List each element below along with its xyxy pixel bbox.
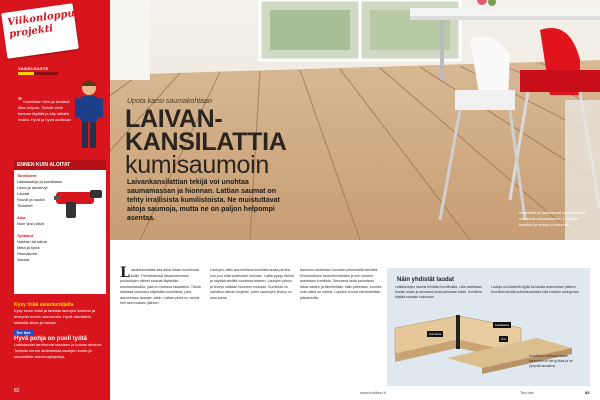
tool2-item: Hiomakone <box>17 251 38 256</box>
series-logo <box>1 3 79 59</box>
tools2-title: Työkalut <box>17 233 34 238</box>
tool-item: Liima ja aluslevyt <box>17 185 48 190</box>
time-title: Aika <box>17 215 26 220</box>
body-text-2: Lautojen väliin asennettava kumilista antaa periksi, kun puu elää kosteuden mukaan. Lattia pysyy tiiviinä ja näyttää siistiltä vuodesta toiseen. Lautojen pituus ja leveys valitaan huoneen mukaan. Kumilista on valmiiksi oikean levyinen, joten saumojen leveys on aina sama. <box>210 268 294 300</box>
avatar <box>72 78 106 150</box>
tips <box>14 302 104 360</box>
tool2-item: Mitta ja kynä <box>17 245 40 250</box>
quote <box>18 98 76 123</box>
series-logo-text: Viikonloppu-projekti <box>6 7 80 41</box>
tool-item: Laudat <box>17 191 30 196</box>
tips-text2: Lattialaudat tarvitsevat tasaisen ja kuivan alustan. Tarkista ennen aloittamista lautojen kunto ja suunnittele asennusjärjestys. <box>14 342 103 359</box>
diagram-title: Näin yhdistät laudat <box>397 277 455 283</box>
body-text-1: aivankansilattia saa aitoa laivan tunnelmaa kotiin. Perinteisessä laivankannessa puulautojen väliset saumat täytetään saumamassalla, joka on hiottava tasaiseksi. Tässä lattiassa saumana käytetään kumilistaa, joka asennetaan lautojen väliin. Lattian pinta on valmis heti asennuksen jälkeen. <box>120 268 201 305</box>
page-number-left: 82 <box>14 388 20 394</box>
body-column-3 <box>300 268 382 301</box>
lead-paragraph: Laivankansilattian tekijä voi unohtaa saumamassan ja hionnan. Lattian saumat on tehty irrallisista kumilistoista. Ne muistuttavat aitoja saumoja, mutta ne on paljon helpompi asentaa. <box>127 179 280 222</box>
dropcap: L <box>120 265 130 281</box>
tips-title: Kysy lisää asiantuntijalta <box>14 302 74 308</box>
page-number-right: 83 <box>585 390 590 395</box>
tool-item: Tiivisteet <box>17 203 33 208</box>
tool-item: Ruuvit ja naulat <box>17 197 45 202</box>
footer-left: www.kotiliesi.fi <box>360 390 386 395</box>
tool-item: Lattialautoja ja kumilistaa <box>17 179 62 184</box>
tool2-item: Vasara <box>17 257 30 262</box>
difficulty-bar <box>18 72 58 75</box>
tools-title: Tarvikkeet <box>17 173 37 178</box>
headline-line1: LAIVAN- <box>125 105 223 133</box>
info-box-header: ENNEN KUIN ALOITAT <box>14 160 106 170</box>
body-column-1 <box>120 265 204 307</box>
kicker: Upota kansi saumakohtaan <box>127 98 212 105</box>
diagram-box <box>387 268 590 386</box>
info-box <box>14 160 106 294</box>
body-column-2 <box>210 268 294 301</box>
quote-mark: “ <box>18 96 22 105</box>
callout-floorboard: Lattialauta <box>495 323 509 327</box>
photo-caption: Kumilistat ja lattialaudat sopivat myös moderniin sisustukseen. Lattia on kestävä ja helppo puhdistaa. <box>519 210 586 227</box>
difficulty-fill <box>18 72 34 75</box>
headline-line3: kumisaumoin <box>125 151 269 179</box>
tips-text: Kysy ensin lisää ja tarkista lautojen kosteus ja leveydet ennen asennusta. Hyvä valmistelu säästää aikaa ja vaivaa. <box>14 308 96 325</box>
diagram-text-2: Lautoja voi käsitellä öljyllä tai lakalla asennuksen jälkeen. Kumilista kestää puhdistusaineita eikä haalistu auringossa. <box>491 285 580 294</box>
tool2-item: Naulain tai sahat <box>17 239 47 244</box>
headline <box>125 105 287 179</box>
quote-text: Kumilistan tiivis ja kestävä liitos kelpaa. Tiivistä vielä kannan täyttää ja käy lattialle mokia. Hyvä ja hyvä uudistus! <box>18 99 71 122</box>
footer-right: Tee itse <box>520 390 534 395</box>
difficulty-label: VAIKEUSASTE <box>18 66 49 71</box>
sidebar <box>0 0 110 400</box>
headline-line2: KANSILATTIA <box>125 128 287 156</box>
diagram-text-1: Lattialautojen sauma tehdään kumilistalla. Lista asetetaan laudan uraan ja seuraava lauta painetaan kiinni. Kumilista täyttää sauman kokonaan. <box>395 285 482 299</box>
body-text-3: Asennus aloitetaan huoneen pisimmältä seinältä. Ensimmäinen lauta kiinnitetään ja sen viereen asetetaan kumilista. Seuraava lauta painetaan listaa vasten ja kiinnitetään. Näin jatketaan, kunnes koko lattia on valmis. Lopuksi reunat viimeistellään jalkalistoilla. <box>300 268 382 300</box>
nail-gun-icon <box>52 186 106 222</box>
diagram-caption: Kumilistan ansiosta lattian saumoihin ei kerry likaa ja ne pysyvät tasaisina. <box>529 354 573 368</box>
time-value: Noin yksi päivä <box>17 221 44 226</box>
callout-groove: Ura <box>501 337 506 341</box>
tips-subhead: Hyvä pohja on puoli työtä <box>14 336 88 342</box>
callout-rubber-strip: Kumilista <box>429 332 442 336</box>
tips-badge: Tee itse <box>16 330 31 335</box>
